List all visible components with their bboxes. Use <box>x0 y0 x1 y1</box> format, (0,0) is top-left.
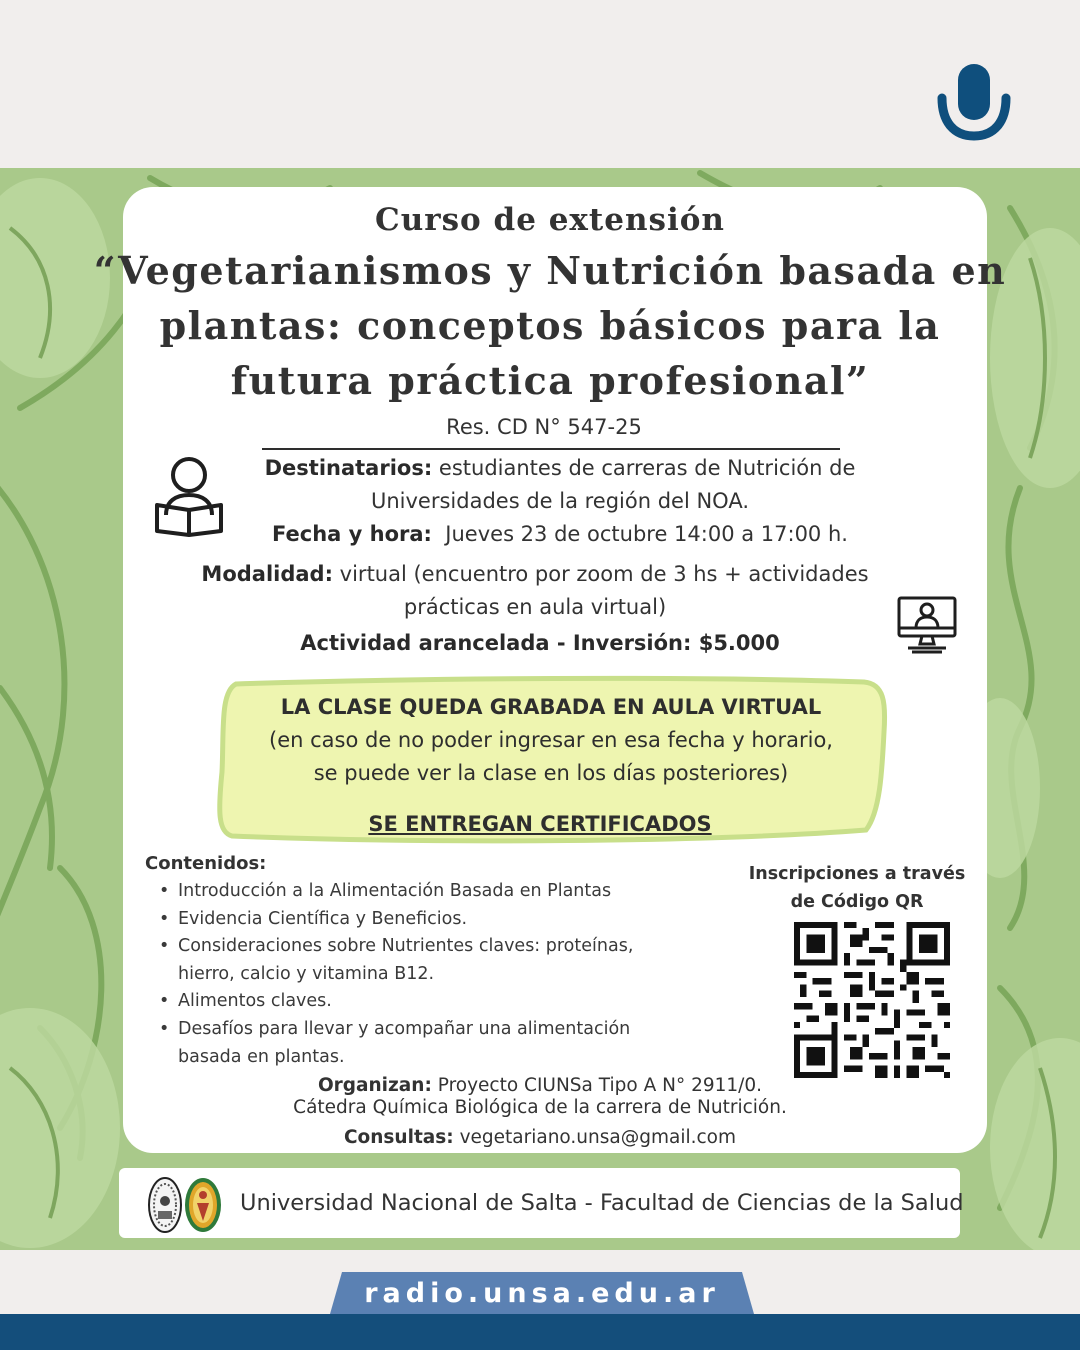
registration-line-1: Inscripciones a través <box>748 864 966 884</box>
organizers-line-2: Cátedra Química Biológica de la carrera de Nutrición. <box>293 1097 787 1118</box>
list-item: • Consideraciones sobre Nutrientes claves: proteínas, <box>155 933 695 961</box>
mode-line-1 <box>160 558 910 591</box>
course-title-line-2: plantas: conceptos básicos para la <box>159 303 941 348</box>
contact-email[interactable]: vegetariano.unsa@gmail.com <box>459 1127 737 1148</box>
recorded-class-note-2: se puede ver la clase en los días posteriores) <box>313 761 789 785</box>
list-item-continuation: hierro, calcio y vitamina B12. <box>178 963 435 984</box>
list-item: • Desafíos para llevar y acompañar una alimentación <box>155 1016 695 1044</box>
registration-title <box>740 860 974 916</box>
resolution-number: Res. CD N° 547-25 <box>446 415 642 439</box>
university-seal-logo <box>148 1177 182 1233</box>
list-item-continuation: basada en plantas. <box>178 1046 345 1067</box>
certificates-notice: SE ENTREGAN CERTIFICADOS <box>368 812 712 836</box>
bottom-bar <box>0 1314 1080 1350</box>
recipients-value: estudiantes de carreras de Nutrición de <box>438 456 856 480</box>
recorded-class-note-1: (en caso de no poder ingresar en esa fecha y horario, <box>269 728 833 752</box>
list-item: • Alimentos claves. <box>155 988 695 1016</box>
course-title-line-1: “Vegetarianismos y Nutrición basada en <box>93 248 1007 293</box>
date-time <box>230 518 890 551</box>
faculty-seal-logo <box>184 1177 222 1233</box>
recorded-class-notice: LA CLASE QUEDA GRABADA EN AULA VIRTUAL <box>280 695 822 719</box>
contact-label: Consultas: <box>343 1127 454 1148</box>
recipients-line-1 <box>230 452 890 485</box>
site-url[interactable]: radio.unsa.edu.ar <box>364 1278 720 1309</box>
date-value: Jueves 23 de octubre 14:00 a 17:00 h. <box>445 522 848 546</box>
date-label: Fecha y hora: <box>272 522 432 546</box>
contents-list <box>155 878 695 1071</box>
recipients-label: Destinatarios: <box>264 456 433 480</box>
computer-user-icon <box>896 594 958 656</box>
list-item: • Introducción a la Alimentación Basada en Plantas <box>155 878 695 906</box>
course-kicker: Curso de extensión <box>375 202 725 238</box>
list-item: • Evidencia Científica y Beneficios. <box>155 906 695 934</box>
mode-line-2: prácticas en aula virtual) <box>403 595 667 619</box>
person-reading-icon <box>154 455 224 537</box>
qr-code[interactable] <box>794 922 950 1078</box>
title-divider <box>262 448 840 450</box>
institution-name: Universidad Nacional de Salta - Facultad de Ciencias de la Salud <box>240 1190 964 1216</box>
recipients-line-2: Universidades de la región del NOA. <box>370 489 750 513</box>
registration-line-2: de Código QR <box>790 892 924 912</box>
course-title-line-3: futura práctica profesional” <box>230 358 870 403</box>
mode-value: virtual (encuentro por zoom de 3 hs + actividades <box>339 562 869 586</box>
microphone-icon <box>934 62 1014 146</box>
contact-line <box>0 1124 1080 1151</box>
mode-label: Modalidad: <box>201 562 333 586</box>
organizers-label: Organizan: <box>317 1075 432 1096</box>
organizers-value: Proyecto CIUNSa Tipo A N° 2911/0. <box>437 1075 763 1096</box>
fee-line: Actividad arancelada - Inversión: $5.000 <box>300 631 780 655</box>
contents-title: Contenidos: <box>145 853 267 874</box>
